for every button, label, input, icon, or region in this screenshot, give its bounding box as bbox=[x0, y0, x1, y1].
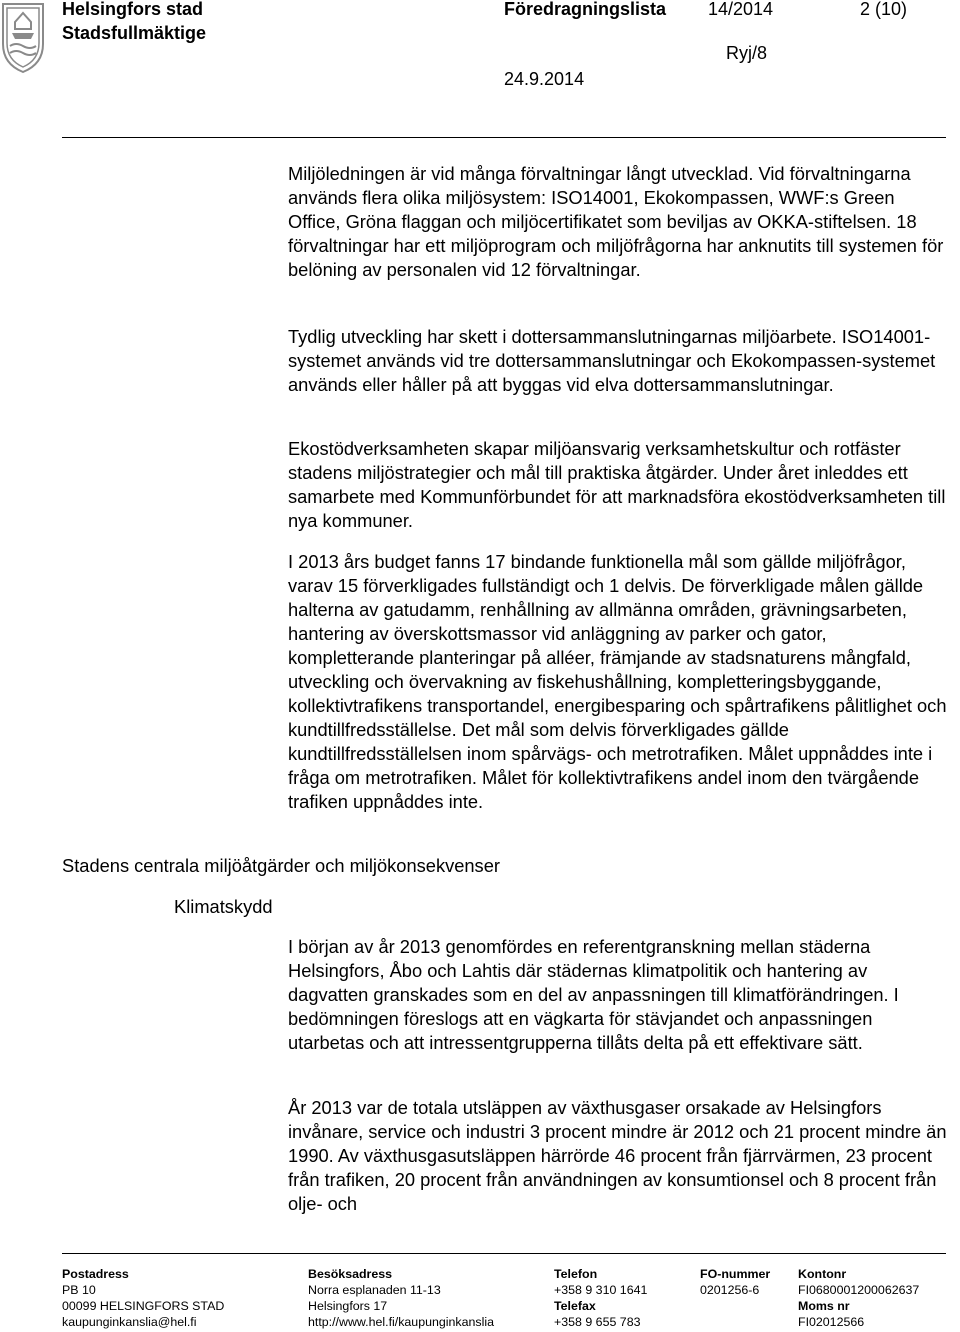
footer-phone bbox=[554, 1266, 647, 1330]
helsinki-coat-of-arms-icon bbox=[0, 0, 46, 74]
paragraph-emissions: År 2013 var de totala utsläppen av växthusgaser orsakade av Helsingfors invånare, service och industri 3 procent mindre är 2012 och 21 procent mindre än 1990. Av växthusgasutsläppen härrörde 46 procent från fjärrvärmen, 23 procent från trafiken, 20 procent från användningen av konsumtionsel och 8 procent från olje- och bbox=[288, 1097, 947, 1214]
footer-divider bbox=[62, 1253, 946, 1254]
section-heading: Stadens centrala miljöåtgärder och miljökonsekvenser bbox=[62, 855, 500, 876]
vat-label: Moms nr bbox=[798, 1299, 850, 1313]
page-number: 2 (10) bbox=[860, 0, 908, 19]
document-date: 24.9.2014 bbox=[504, 69, 585, 89]
phone-label: Telefon bbox=[554, 1267, 598, 1281]
paragraph-budget-goals: I 2013 års budget fanns 17 bindande funktionella mål som gällde miljöfrågor, varav 15 förverkligades fullständigt och 1 delvis. De förverkligade målen gällde halterna av gatudamm, renhållning av allmänna områden, grävningsarbeten, hantering av överskottsmassor vid anläggning av parker och gator, kompletterande planteringar på alléer, främjande av stadsnaturens mångfald, utveckling och övervakning av fiskehushållning, kompletteringsbyggande, kollektivtrafikens transportandel, energibesparing och spårtrafikens pålitlighet och kundtillfredsställelse. Det mål som delvis förverkligades gällde kundtillfredsställelsen inom spårvägs- och metrotrafiken. Målet uppnåddes inte i fråga om metrotrafiken. Målet för kollektivtrafikens andel inom den tvärgående trafiken uppnåddes inte. bbox=[288, 551, 947, 812]
visit-line: Norra esplanaden 11-13 bbox=[308, 1283, 441, 1297]
item-code: Ryj/8 bbox=[726, 43, 768, 63]
document-type: Föredragningslista bbox=[504, 0, 667, 19]
footer-business-id bbox=[700, 1266, 770, 1298]
vat-value: FI02012566 bbox=[798, 1315, 865, 1329]
business-id-value: 0201256-6 bbox=[700, 1283, 760, 1297]
fax-label: Telefax bbox=[554, 1299, 596, 1313]
business-id-label: FO-nummer bbox=[700, 1267, 771, 1281]
footer-visiting-address bbox=[308, 1266, 494, 1330]
paragraph-eco-support: Ekostödverksamheten skapar miljöansvarig verksamhetskultur och rotfäster stadens miljöstrategier och mål till praktiska åtgärder. Under året inleddes ett samarbete med Kommunförbundet för att marknadsföra ekostödverksamheten till nya kommuner. bbox=[288, 438, 946, 531]
paragraph-subsidiaries: Tydlig utveckling har skett i dottersammanslutningarnas miljöarbete. ISO14001-systemet används vid tre dottersammanslutningar och Ekokompassen-systemet används eller håller på att byggas vid elva dottersammanslutningar. bbox=[288, 326, 936, 395]
fax-value: +358 9 655 783 bbox=[554, 1315, 641, 1329]
account-label: Kontonr bbox=[798, 1267, 847, 1281]
footer-account bbox=[798, 1266, 919, 1330]
email-link[interactable]: kaupunginkanslia@hel.fi bbox=[62, 1315, 197, 1329]
visit-line: Helsingfors 17 bbox=[308, 1299, 388, 1313]
paragraph-environmental-management: Miljöledningen är vid många förvaltningar långt utvecklad. Vid förvaltningarna används flera olika miljösystem: ISO14001, Ekokompassen, WWF:s Green Office, Gröna flaggan och miljöcertifikatet som beviljas av OKKA-stiftelsen. 18 förvaltningar har ett miljöprogram och miljöfrågorna har anknutits till systemen för belöning av personalen vid 12 förvaltningar. bbox=[288, 163, 944, 280]
paragraph-peer-review: I början av år 2013 genomfördes en referentgranskning mellan städerna Helsingfors, Åbo och Lahtis där städernas klimatpolitik och hantering av dagvatten granskades som en del av anpassningen till klimatförändringen. I bedömningen föreslogs att en vägkarta för stävjandet och anpassningen utarbetas och att intressentgrupperna tillåts delta på ett effektivare sätt. bbox=[288, 936, 899, 1053]
visit-label: Besöksadress bbox=[308, 1267, 393, 1281]
postal-line: PB 10 bbox=[62, 1283, 96, 1297]
postal-label: Postadress bbox=[62, 1267, 129, 1281]
subsection-heading: Klimatskydd bbox=[174, 896, 273, 917]
header-divider bbox=[62, 137, 946, 138]
postal-line: 00099 HELSINGFORS STAD bbox=[62, 1299, 225, 1313]
website-link[interactable]: http://www.hel.fi/kaupunginkanslia bbox=[308, 1315, 494, 1329]
footer-postal-address bbox=[62, 1266, 224, 1330]
account-value: FI0680001200062637 bbox=[798, 1283, 920, 1297]
phone-value: +358 9 310 1641 bbox=[554, 1283, 648, 1297]
org-name: Helsingfors stad bbox=[62, 0, 204, 19]
document-number: 14/2014 bbox=[708, 0, 774, 19]
body-name: Stadsfullmäktige bbox=[62, 23, 207, 43]
